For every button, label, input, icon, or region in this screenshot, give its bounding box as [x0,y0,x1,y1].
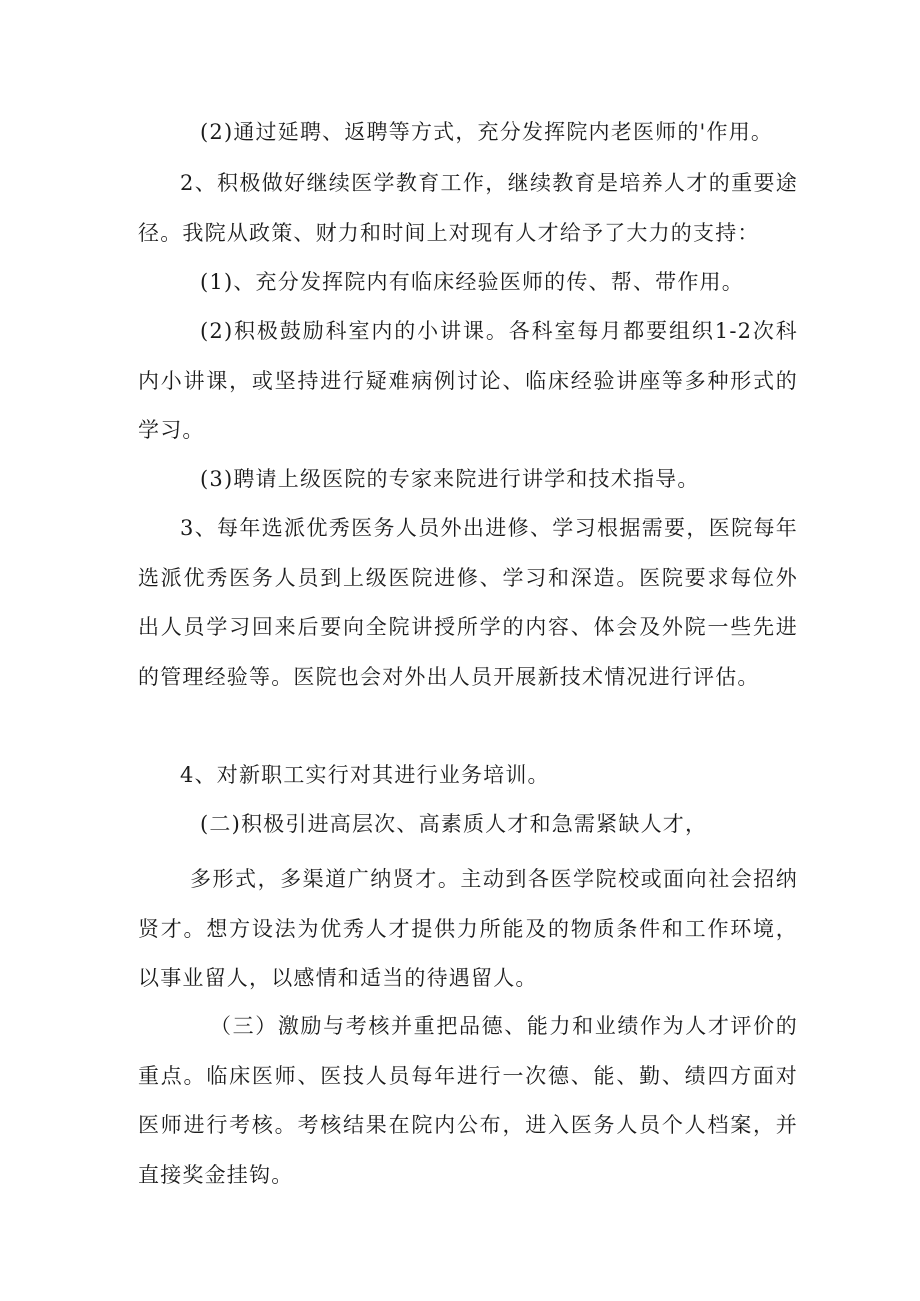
paragraph-invite-experts: (3)聘请上级医院的专家来院进行讲学和技术指导。 [200,467,700,491]
paragraph-rehire-senior-doctors: (2)通过延聘、返聘等方式，充分发挥院内老医师的'作用。 [200,120,774,144]
paragraph-new-staff-training: 4、对新职工实行对其进行业务培训。 [180,763,550,787]
paragraph-talent-recruitment-body: 多形式，多渠道广纳贤才。主动到各医学院校或面向社会招纳贤才。想方设法为优秀人才提供力所能及的物质条件和工作环境，以事业留人，以感情和适当的待遇留人。 [138,867,798,990]
paragraph-mentoring: (1)、充分发挥院内有临床经验医师的传、帮、带作用。 [200,270,744,294]
paragraph-continuing-education: 2、积极做好继续医学教育工作，继续教育是培养人才的重要途径。我院从政策、财力和时间上对现有人才给予了大力的支持： [138,171,798,245]
paragraph-department-lectures: (2)积极鼓励科室内的小讲课。各科室每月都要组织1-2次科内小讲课，或坚持进行疑难病例讨论、临床经验讲座等多种形式的学习。 [138,319,798,442]
paragraph-external-training: 3、每年选派优秀医务人员外出进修、学习根据需要，医院每年选派优秀医务人员到上级医院进修、学习和深造。医院要求每位外出人员学习回来后要向全院讲授所学的内容、体会及外院一些先进的管理经验等。医院也会对外出人员开展新技术情况进行评估。 [138,516,798,689]
paragraph-talent-recruitment-heading: (二)积极引进高层次、高素质人才和急需紧缺人才， [200,812,708,836]
paragraph-incentives-and-assessment: （三）激励与考核并重把品德、能力和业绩作为人才评价的重点。临床医师、医技人员每年进行一次德、能、勤、绩四方面对医师进行考核。考核结果在院内公布，进入医务人员个人档案，并直接奖金挂钩。 [138,1014,798,1187]
